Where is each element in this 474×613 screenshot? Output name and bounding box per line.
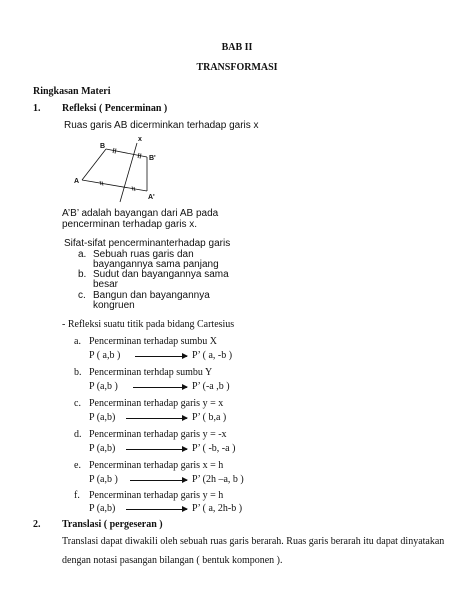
property-letter: c. bbox=[78, 290, 86, 301]
case-from: P (a,b ) bbox=[89, 381, 118, 392]
case-letter: a. bbox=[74, 336, 81, 347]
property-line: Bangun dan bayangannya bbox=[93, 290, 210, 301]
maps-to-arrow bbox=[133, 387, 187, 388]
properties-title: Sifat-sifat pencerminanterhadap garis bbox=[64, 238, 231, 249]
case-to: P’ ( b,a ) bbox=[192, 412, 227, 423]
translation-text-line-2: dengan notasi pasangan bilangan ( bentuk komponen ). bbox=[62, 555, 283, 566]
case-from: P (a,b) bbox=[89, 503, 116, 514]
case-from: P (a,b) bbox=[89, 443, 116, 454]
case-title: Pencerminan terhadap garis y = h bbox=[89, 490, 224, 501]
maps-to-arrow bbox=[126, 418, 187, 419]
property-line: bayangannya sama panjang bbox=[93, 259, 219, 270]
property-letter: b. bbox=[78, 269, 87, 280]
segment-ab bbox=[82, 149, 106, 180]
section-1-number: 1. bbox=[33, 103, 41, 114]
label-b-prime: B' bbox=[149, 155, 156, 162]
chapter-heading: BAB II bbox=[221, 42, 253, 53]
case-title: Pencerminan terhadap garis y = x bbox=[89, 398, 224, 409]
case-title: Pencerminan terhdap sumbu Y bbox=[89, 367, 213, 378]
case-letter: b. bbox=[74, 367, 82, 378]
case-to: P’ ( -b, -a ) bbox=[192, 443, 236, 454]
reflection-intro: Ruas garis AB dicerminkan terhadap garis x bbox=[64, 120, 259, 131]
cartesian-title: - Refleksi suatu titik pada bidang Cartesius bbox=[62, 319, 235, 330]
chapter-title: TRANSFORMASI bbox=[196, 62, 278, 73]
case-letter: d. bbox=[74, 429, 82, 440]
explain-line-2: pencerminan terhadap garis x. bbox=[62, 219, 198, 230]
segment-aa-prime bbox=[82, 180, 147, 191]
label-a-prime: A' bbox=[148, 194, 155, 201]
section-2-number: 2. bbox=[33, 519, 41, 530]
maps-to-arrow bbox=[130, 480, 187, 481]
label-a: A bbox=[74, 178, 80, 185]
case-from: P (a,b) bbox=[89, 412, 116, 423]
maps-to-arrow bbox=[135, 356, 187, 357]
property-line: Sebuah ruas garis dan bbox=[93, 249, 194, 260]
case-title: Pencerminan terhadap garis x = h bbox=[89, 460, 224, 471]
property-line: besar bbox=[93, 279, 119, 290]
property-line: Sudut dan bayangannya sama bbox=[93, 269, 229, 280]
case-title: Pencerminan terhadap sumbu X bbox=[89, 336, 218, 347]
case-from: P ( a,b ) bbox=[89, 350, 121, 361]
reflection-figure bbox=[62, 133, 172, 203]
property-letter: a. bbox=[78, 249, 87, 260]
case-to: P’ ( a, -b ) bbox=[192, 350, 233, 361]
case-to: P’ (2h –a, b ) bbox=[192, 474, 244, 485]
case-from: P (a,b ) bbox=[89, 474, 118, 485]
property-line: kongruen bbox=[93, 300, 135, 311]
section-2-title: Translasi ( pergeseran ) bbox=[62, 519, 163, 530]
case-letter: f. bbox=[74, 490, 80, 501]
case-to: P’ (-a ,b ) bbox=[192, 381, 230, 392]
summary-title: Ringkasan Materi bbox=[33, 86, 111, 97]
label-b: B bbox=[100, 143, 106, 150]
section-1-title: Refleksi ( Pencerminan ) bbox=[62, 103, 168, 114]
maps-to-arrow bbox=[126, 509, 187, 510]
maps-to-arrow bbox=[126, 449, 187, 450]
case-title: Pencerminan terhadap garis y = -x bbox=[89, 429, 227, 440]
explain-line-1: A’B’ adalah bayangan dari AB pada bbox=[62, 208, 219, 219]
case-letter: c. bbox=[74, 398, 81, 409]
translation-text-line-1: Translasi dapat diwakili oleh sebuah ruas garis berarah. Ruas garis berarah itu dapat dinyatakan bbox=[62, 536, 445, 547]
label-x: x bbox=[138, 136, 142, 143]
case-letter: e. bbox=[74, 460, 81, 471]
case-to: P’ ( a, 2h-b ) bbox=[192, 503, 243, 514]
